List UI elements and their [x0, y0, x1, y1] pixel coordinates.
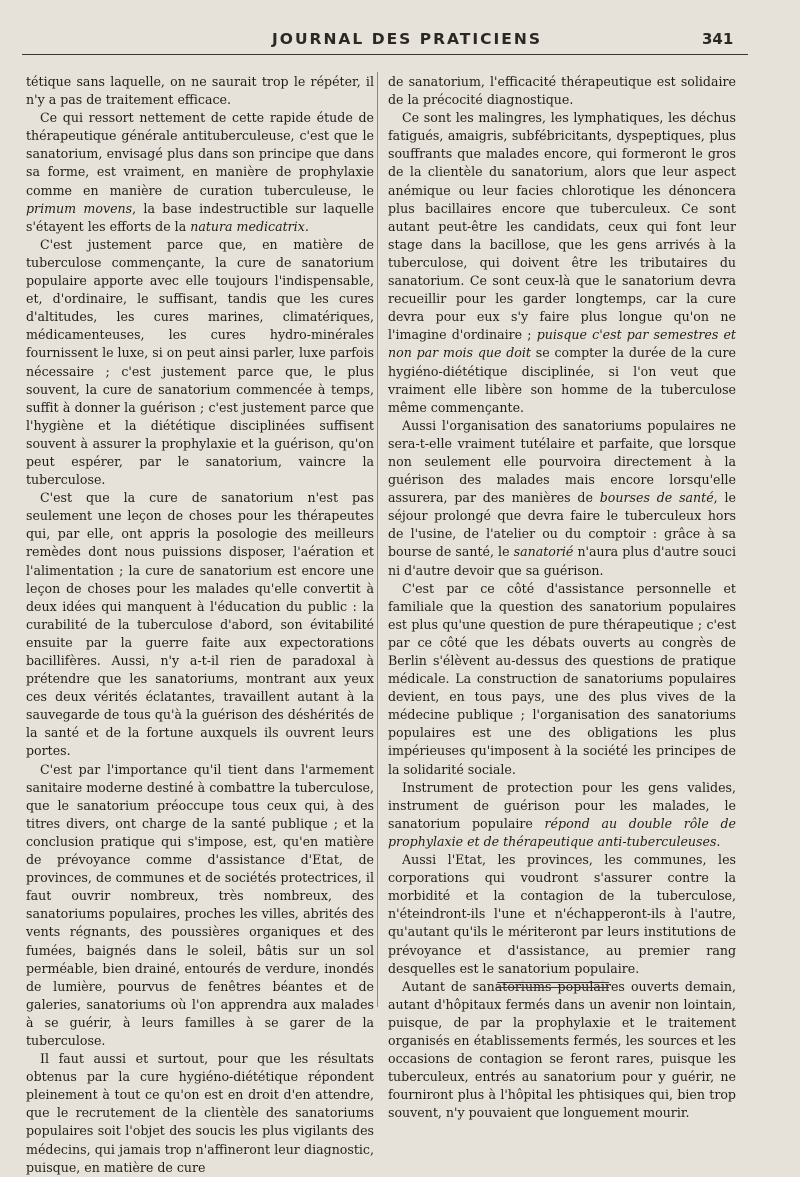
text-run: , la base indestructible sur laquelle s'étayent les efforts de la	[26, 200, 374, 234]
paragraph	[26, 73, 374, 109]
text-run: de sanatorium, l'efficacité thérapeutique est solidaire de la précocité diagnostique.	[388, 74, 736, 108]
paragraph	[388, 109, 736, 417]
running-title: JOURNAL DES PRATICIENS	[272, 30, 543, 48]
header-rule	[22, 54, 748, 55]
text-run: Ce qui ressort nettement de cette rapide étude de thérapeutique générale antituberculeuse, c'est que le sanatorium, envisagé plus dans son principe que dans sa forme, est vraiment, en manière de prophylaxie comme en manière de curation tuberculeuse, le	[26, 110, 374, 198]
text-run: C'est par l'importance qu'il tient dans l'armement sanitaire moderne destiné à combattre la tuberculose, que le sanatorium préoccupe tous ceux qui, à des titres divers, ont charge de la santé publique ; et la conclusion pratique qui s'impose, est, qu'en matière de prévoyance comme d'assistance d'Etat, de provinces, de communes et de sociétés protectrices, il faut ouvrir nombreux, très nombreux, des sanatoriums populaires, proches les villes, abrités des vents régnants, des poussières organiques et des fumées, baignés dans le soleil, bâtis sur un sol perméable, bien drainé, entourés de verdure, inondés de lumière, pourvus de fenêtres béantes et de galeries, sanatoriums où l'on apprendra aux malades à se guérir, à leurs familles à se garer de la tuberculose.	[26, 761, 374, 1048]
page-header	[0, 28, 800, 52]
text-run: , le séjour prolongé que devra faire le tuberculeux hors de l'usine, de l'atelier ou du comptoir : grâce à sa bourse de santé, le	[388, 490, 736, 560]
paragraph	[388, 851, 736, 978]
text-run: Aussi l'Etat, les provinces, les communes, les corporations qui voudront s'assurer contre la morbidité et la contagion de la tuberculose, n'éteindront-ils l'une et n'échapperont-ils à l'autre, qu'autant qu'ils le mériteront par leurs institutions de prévoyance et d'assistance, au premier rang desquelles est le sanatorium populaire.	[388, 852, 736, 976]
paragraph	[388, 417, 736, 580]
text-run: .	[716, 833, 721, 849]
paragraph	[26, 109, 374, 236]
text-run: se compter la durée de la cure hygiéno-diététique disciplinée, si l'on veut que vraiment elle libère son homme de la tuberculose même commençante.	[388, 345, 737, 415]
paragraph	[26, 236, 374, 489]
paragraph	[26, 1050, 374, 1177]
italic-phrase: répond au double rôle de prophylaxie et de thérapeutique anti-tuberculeuses	[388, 815, 736, 849]
text-run: n'aura plus d'autre souci ni d'autre devoir que sa guérison.	[388, 544, 736, 578]
text-run: C'est que la cure de sanatorium n'est pas seulement une leçon de choses pour les thérapeutes qui, par elle, ont appris la posologie des meilleurs remèdes dont nous puissions disposer, l'aération et l'alimentation ; la cure de sanatorium est encore une leçon de choses pour les malades qu'elle convertit à deux idées qui manquent à l'éducation du public : la curabilité de la tuberculose d'abord, son évitabilité ensuite par la guerre faite aux expectorations bacillifères. Aussi, n'y a-t-il rien de paradoxal à prétendre que les sanatoriums, montrant aux yeux ces deux vérités éclatantes, travaillent autant à la sauvegarde de tous qu'à la guérison des déshérités de la santé et de la fortune auxquels ils ouvrent leurs portes.	[26, 490, 374, 759]
italic-phrase: primum movens	[26, 200, 133, 216]
italic-phrase: bourses de santé	[599, 490, 714, 506]
page-number: 341	[702, 30, 734, 48]
text-run: tétique sans laquelle, on ne saurait trop le répéter, il n'y a pas de traitement efficace.	[26, 74, 374, 108]
paragraph	[388, 779, 736, 851]
text-run: C'est justement parce que, en matière de tuberculose commençante, la cure de sanatorium populaire apporte avec elle toujours l'indispensable, et, d'ordinaire, le suffisant, tandis que les cures d'altitudes, les cures marines, climatériques, médicamenteuses, les cures hydro-minérales fournissent le luxe, si on peut ainsi parler, luxe parfois nécessaire ; c'est justement parce que, le plus souvent, la cure de sanatorium commencée à temps, suffit à donner la guérison ; c'est justement parce que l'hygiène et la diététique disciplinées suffisent souvent à assurer la prophylaxie et la guérison, qu'on peut espérer, par le sanatorium, vaincre la tuberculose.	[26, 236, 375, 488]
paragraph	[388, 73, 736, 109]
italic-phrase: sanatorié	[513, 544, 574, 560]
column-divider	[377, 72, 378, 1007]
text-run: C'est par ce côté d'assistance personnelle et familiale que la question des sanatorium populaires est plus qu'une question de pure thérapeutique ; c'est par ce côté que les débats ouverts au congrès de Berlin s'élèvent au-dessus des questions de pratique médicale. La construction de sanatoriums populaires devient, en tous pays, une des plus vives de la médecine publique ; l'organisation des sanatoriums populaires est une des obligations les plus impérieuses qu'imposent à la société les principes de la solidarité sociale.	[388, 580, 736, 777]
text-run: Autant de sanatoriums populaires ouverts demain, autant d'hôpitaux fermés dans un avenir non lointain, puisque, de par la prophylaxie et le traitement organisés en établissements fermés, les sources et les occasions de contagion se feront rares, puisque les tuberculeux, entrés au sanatorium pour y guérir, ne fourniront plus à l'hôpital les phtisiques qui, bien trop souvent, n'y pouvaient que longuement mourir.	[388, 978, 736, 1121]
paragraph	[26, 489, 374, 760]
end-of-article-rule	[497, 982, 609, 988]
text-run: Ce sont les malingres, les lymphatiques, les déchus fatigués, amaigris, subfébricitants, dyspeptiques, plus souffrants que malades encore, qui formeront le gros de la clientèle du sanatorium, alors que leur aspect anémique ou leur facies chlorotique les dénoncera plus bacillaires encore que tuberculeux. Ce sont autant peut-être les candidats, ceux qui font leur stage dans la bacillose, que les gens arrivés à la tuberculose, qui doivent être les tributaires du sanatorium. Ce sont ceux-là que le sanatorium devra recueillir pour les garder longtemps, car la cure devra pour eux s'y faire plus longue qu'on ne l'imagine d'ordinaire ;	[388, 110, 736, 343]
paragraph	[388, 580, 736, 779]
left-text-column	[26, 73, 374, 1177]
text-run: Il faut aussi et surtout, pour que les résultats obtenus par la cure hygiéno-diététique répondent pleinement à tout ce qu'on est en droit d'en attendre, que le recrutement de la clientèle des sanatoriums populaires soit l'objet des soucis les plus vigilants des médecins, qui jamais trop n'affineront leur diagnostic, puisque, en matière de cure	[26, 1051, 374, 1175]
right-text-column	[388, 73, 736, 1122]
paragraph	[388, 978, 736, 1123]
paragraph	[26, 761, 374, 1051]
text-run: .	[304, 218, 309, 234]
text-run: Aussi l'organisation des sanatoriums populaires ne sera-t-elle vraiment tutélaire et parfaite, que lorsque non seulement elle pourvoira directement à la guérison des malades mais encore lorsqu'elle assurera, par des manières de	[388, 417, 736, 506]
italic-phrase: puisque c'est par semestres et non par mois que doit	[388, 327, 736, 361]
italic-phrase: natura medicatrix	[190, 218, 305, 234]
text-run: Instrument de protection pour les gens valides, instrument de guérison pour les malades, le sanatorium populaire	[388, 779, 736, 831]
